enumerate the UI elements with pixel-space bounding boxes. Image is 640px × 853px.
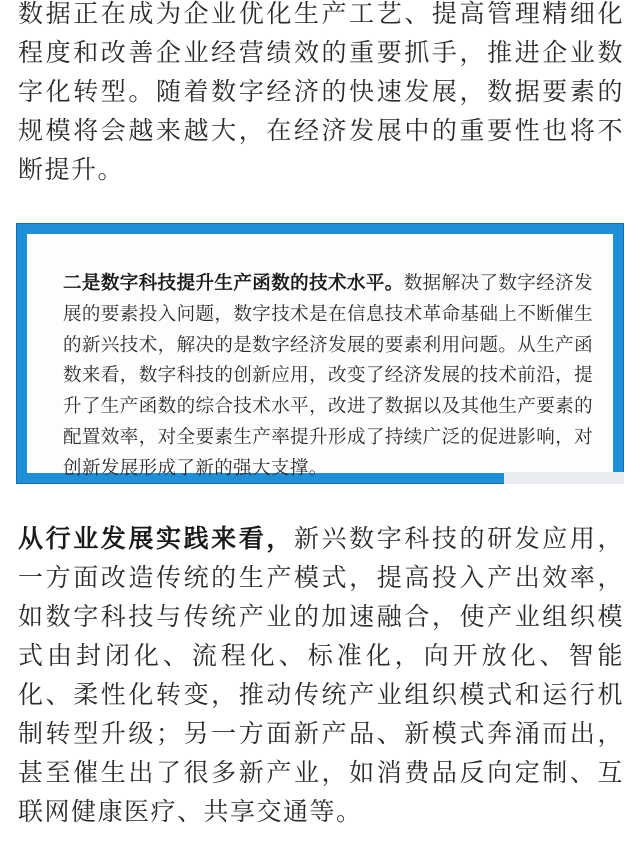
highlight-box	[16, 223, 624, 484]
practice-paragraph-body: 新兴数字科技的研发应用，一方面改造传统的生产模式，提高投入产出效率，如数字科技与传统产业的加速融合，使产业组织模式由封闭化、流程化、标准化，向开放化、智能化、柔性化转变，推动传统产业组织模式和运行机制转型升级；另一方面新产品、新模式奔涌而出，甚至催生出了很多新产业，如消费品反向定制、互联网健康医疗、共享交通等。	[18, 524, 624, 826]
highlight-box-lead: 二是数字科技提升生产函数的技术水平。	[63, 273, 404, 294]
intro-paragraph	[18, 0, 624, 189]
highlight-box-text	[63, 269, 593, 485]
practice-paragraph-lead: 从行业发展实践来看，	[18, 524, 294, 553]
intro-paragraph-text: 数据正在成为企业优化生产工艺、提高管理精细化程度和改善企业经营绩效的重要抓手，推进企业数字化转型。随着数字经济的快速发展，数据要素的规模将会越来越大，在经济发展中的重要性也将不断提升。	[18, 0, 624, 184]
practice-paragraph	[18, 519, 624, 831]
highlight-box-body: 数据解决了数字经济发展的要素投入问题，数字技术是在信息技术革命基础上不断催生的新兴技术，解决的是数字经济发展的要素利用问题。从生产函数来看，数字科技的创新应用，改变了经济发展的技术前沿，提升了生产函数的综合技术水平，改进了数据以及其他生产要素的配置效率，对全要素生产率提升形成了持续广泛的促进影响，对创新发展形成了新的强大支撑。	[63, 273, 593, 479]
highlight-box-inner	[27, 234, 613, 479]
